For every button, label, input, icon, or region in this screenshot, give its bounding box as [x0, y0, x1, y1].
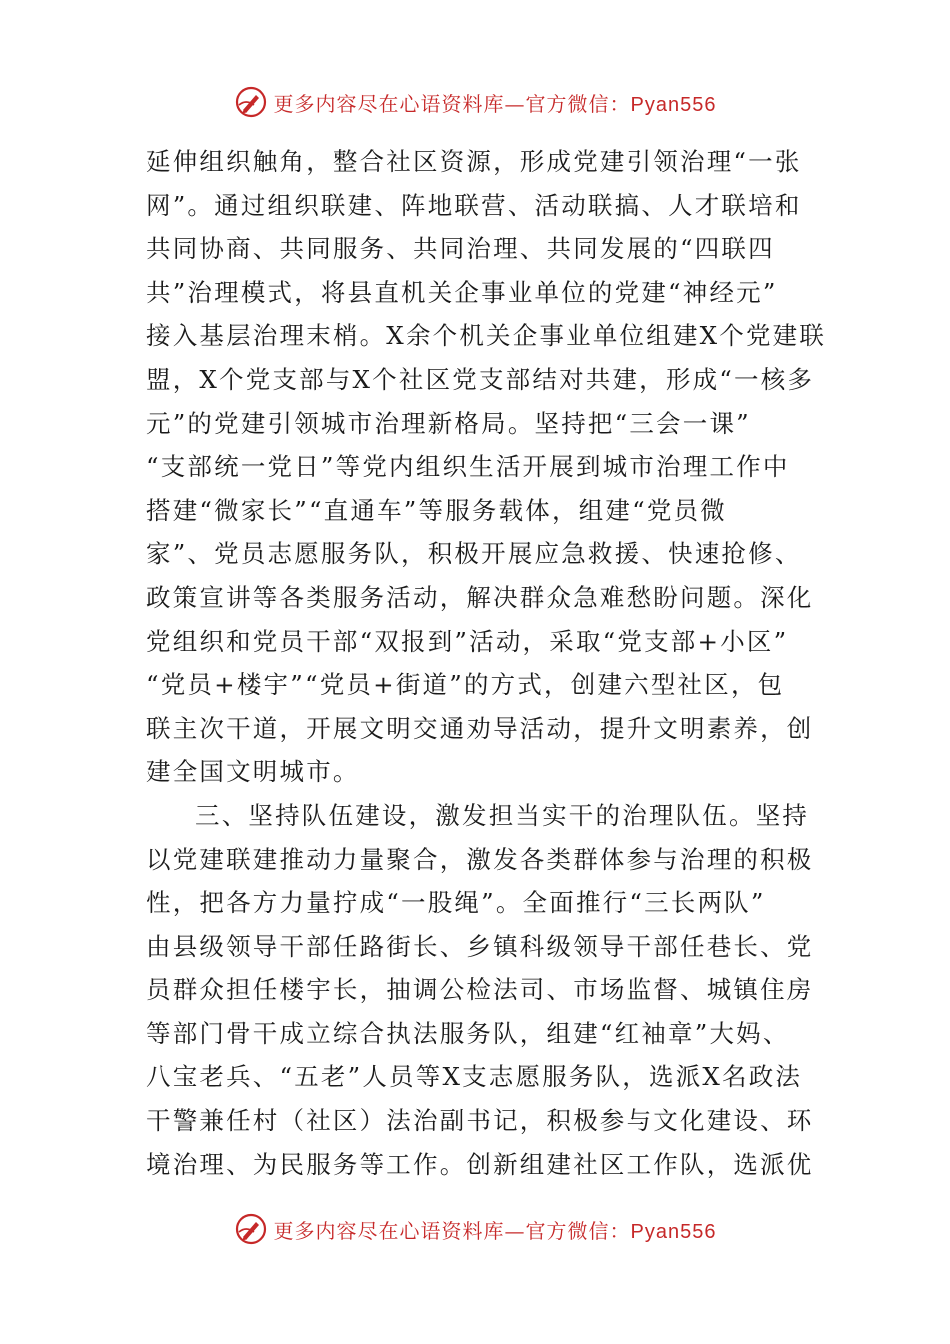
footer-watermark-text: 更多内容尽在心语资料库—官方微信：Pyan556 [273, 1218, 717, 1243]
header-watermark-banner [0, 82, 950, 122]
body-line: 联主次干道，开展文明交通劝导活动，提升文明素养，创 [146, 713, 814, 743]
body-line: 八宝老兵、“五老”人员等X支志愿服务队，选派X名政法 [146, 1062, 803, 1092]
body-line: 境治理、为民服务等工作。创新组建社区工作队，选派优 [146, 1149, 814, 1179]
body-line: 网”。通过组织联建、阵地联营、活动联搞、人才联培和 [146, 190, 802, 220]
pen-logo-icon [234, 85, 268, 119]
pen-logo-icon [234, 1212, 268, 1246]
body-line: 接入基层治理末梢。X余个机关企事业单位组建X个党建联 [146, 321, 827, 351]
body-line: 延伸组织触角，整合社区资源，形成党建引领治理“一张 [146, 147, 802, 176]
body-line: 搭建“微家长”“直通车”等服务载体，组建“党员微 [146, 495, 727, 525]
body-line: 以党建联建推动力量聚合，激发各类群体参与治理的积极 [146, 844, 814, 874]
body-line: “支部统一党日”等党内组织生活开展到城市治理工作中 [146, 452, 790, 482]
body-line: 共同协商、共同服务、共同治理、共同发展的“四联四 [146, 234, 775, 264]
footer-wechat-id: Pyan556 [630, 1220, 717, 1243]
body-line: 等部门骨干成立综合执法服务队，组建“红袖章”大妈、 [146, 1018, 790, 1048]
body-line: “党员+楼宇”“党员+街道”的方式，创建六型社区，包 [146, 670, 785, 700]
footer-watermark-banner [0, 1209, 950, 1249]
body-line: 员群众担任楼宇长，抽调公检法司、市场监督、城镇住房 [146, 975, 814, 1005]
header-watermark-text: 更多内容尽在心语资料库—官方微信：Pyan556 [273, 91, 717, 116]
body-line: 性，把各方力量拧成“一股绳”。全面推行“三长两队” [146, 888, 766, 918]
body-line: 家”、党员志愿服务队，积极开展应急救援、快速抢修、 [146, 539, 802, 569]
body-line: 建全国文明城市。 [146, 757, 360, 787]
header-wechat-id: Pyan556 [630, 93, 717, 116]
section-heading-line: 三、坚持队伍建设，激发担当实干的治理队伍。坚持 [195, 800, 810, 830]
body-line: 由县级领导干部任路街长、乡镇科级领导干部任巷长、党 [146, 931, 814, 961]
body-line: 盟，X个党支部与X个社区党支部结对共建，形成“一核多 [146, 364, 815, 394]
body-line: 党组织和党员干部“双报到”活动，采取“党支部+小区” [146, 626, 789, 656]
body-line: 干警兼任村（社区）法治副书记，积极参与文化建设、环 [146, 1106, 814, 1136]
document-body [146, 140, 827, 1186]
body-line: 共”治理模式，将县直机关企事业单位的党建“神经元” [146, 277, 778, 307]
body-line: 政策宣讲等各类服务活动，解决群众急难愁盼问题。深化 [146, 582, 814, 612]
body-line: 元”的党建引领城市治理新格局。坚持把“三会一课” [146, 408, 751, 438]
